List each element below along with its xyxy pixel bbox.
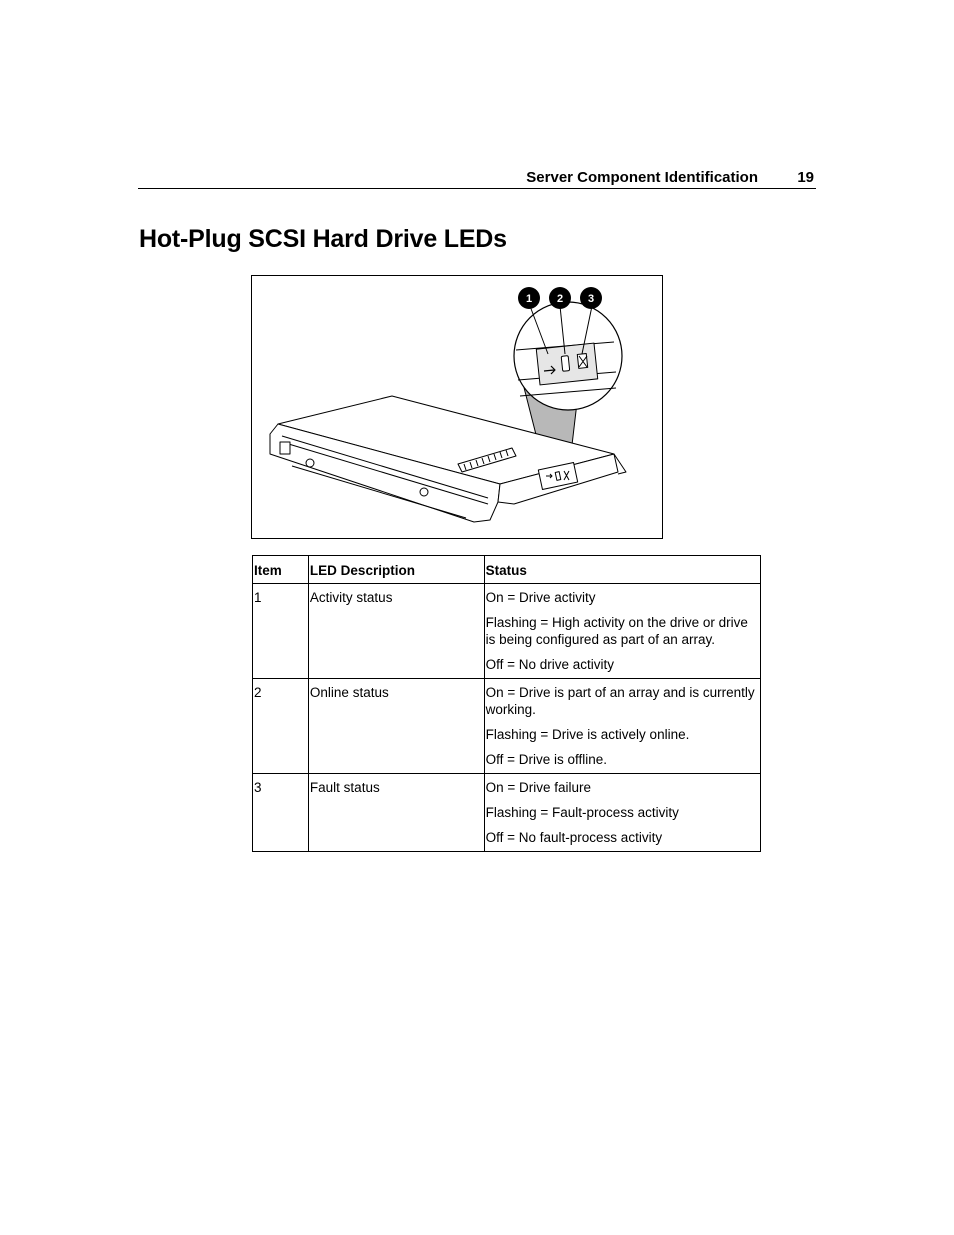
led-description: Fault status — [308, 774, 484, 852]
release-knob — [306, 459, 314, 467]
running-header — [138, 168, 816, 189]
header-status: Status — [484, 556, 760, 584]
table-row — [253, 584, 761, 679]
status-flashing: Flashing = Drive is actively online. — [485, 727, 690, 742]
table-row — [253, 774, 761, 852]
table-header-row — [253, 556, 761, 584]
item-number: 3 — [253, 774, 309, 852]
callout-1-label: 1 — [525, 293, 533, 305]
header-led-description: LED Description — [308, 556, 484, 584]
callout-2-label: 2 — [556, 293, 564, 305]
page-number: 19 — [797, 169, 814, 186]
online-drive-icon — [561, 356, 570, 372]
status-on: On = Drive activity — [485, 590, 596, 605]
status-cell — [484, 679, 760, 774]
status-off: Off = No fault-process activity — [485, 830, 663, 845]
item-number: 1 — [253, 584, 309, 679]
status-on: On = Drive failure — [485, 780, 592, 795]
status-cell — [484, 774, 760, 852]
status-off: Off = Drive is offline. — [485, 752, 608, 767]
status-flashing: Flashing = Fault-process activity — [485, 805, 679, 820]
page-title: Hot-Plug SCSI Hard Drive LEDs — [139, 225, 507, 253]
status-off: Off = No drive activity — [485, 657, 615, 672]
table-row — [253, 679, 761, 774]
callout-3-label: 3 — [587, 293, 595, 305]
status-flashing: Flashing = High activity on the drive or drive is being configured as part of an array. — [485, 615, 748, 647]
hard-drive-led-figure — [251, 275, 663, 539]
item-number: 2 — [253, 679, 309, 774]
status-cell — [484, 584, 760, 679]
led-description: Online status — [308, 679, 484, 774]
section-title: Server Component Identification — [526, 169, 758, 186]
status-on: On = Drive is part of an array and is currently working. — [485, 685, 755, 717]
led-status-table — [252, 555, 761, 852]
header-item: Item — [253, 556, 309, 584]
latch-button — [280, 442, 290, 454]
led-description: Activity status — [308, 584, 484, 679]
hard-drive-illustration — [252, 276, 662, 538]
